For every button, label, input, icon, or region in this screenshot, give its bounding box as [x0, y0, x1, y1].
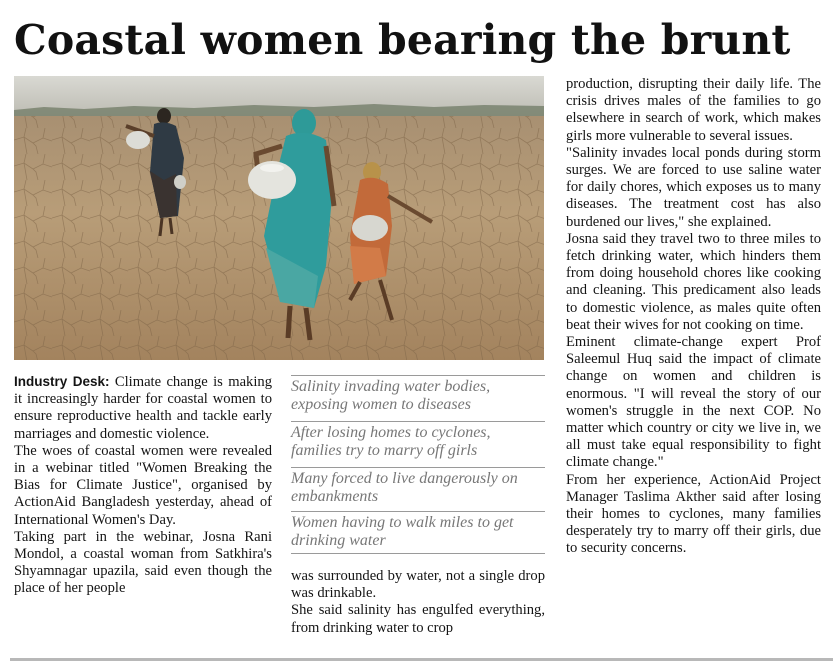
paragraph: Taking part in the webinar, Josna Rani Mondol, a coastal woman from Satkhira's Shyamnagar upazila, said even though the place of her people [14, 528, 272, 597]
news-photo [14, 76, 544, 360]
paragraph: From her experience, ActionAid Project Manager Taslima Akther said after losing their homes to cyclones, many families desperately try to marry off their girls, due to security concerns. [566, 471, 821, 557]
highlight-divider [291, 467, 545, 468]
highlight-divider [291, 553, 545, 554]
paragraph: Josna said they travel two to three miles to fetch drinking water, which hinders them from doing household chores like cooking and cleaning. This predicament also leads to domestic violence, as males quite often beat their wives for not cooking on time. [566, 230, 821, 333]
article-column-right [566, 76, 821, 558]
paragraph: The woes of coastal women were revealed in a webinar titled "Women Breaking the Bias for Climate Justice", organised by ActionAid Bangladesh yesterday, ahead of International Women's Day. [14, 442, 272, 528]
paragraph: Eminent climate-change expert Prof Saleemul Huq said the impact of climate change on women and children is enormous. "I will reveal the story of our women's struggle in the next COP. No matter which country or city we live in, we all must take equal responsibility to fight climate change." [566, 334, 821, 471]
paragraph-text: Climate change is making it increasingly harder for coastal women to ensure reproductive health and tackle early marriages and domestic violence. [14, 374, 273, 442]
highlight-item: After losing homes to cyclones, families try to marry off girls [291, 424, 491, 459]
paragraph: "Salinity invades local ponds during storm surges. We are forced to use saline water for daily chores, which exposes us to many diseases. The treatment cost has also burdened our lives," she explained. [566, 144, 821, 230]
paragraph: She said salinity has engulfed everything, from drinking water to crop [291, 602, 545, 636]
article-column-middle [291, 568, 545, 637]
byline: Industry Desk: [14, 374, 110, 389]
paragraph [14, 373, 272, 443]
highlights-box [291, 375, 545, 555]
highlight-divider [291, 511, 545, 512]
paragraph: was surrounded by water, not a single drop was drinkable. [291, 568, 545, 602]
page-bottom-rule [10, 658, 833, 661]
highlight-divider [291, 421, 545, 422]
headline: Coastal women bearing the brunt [14, 16, 791, 64]
highlight-item: Salinity invading water bodies, exposing women to diseases [291, 378, 491, 413]
article-column-left [14, 373, 272, 598]
highlight-item: Women having to walk miles to get drinking water [291, 514, 514, 549]
paragraph: production, disrupting their daily life. The crisis drives males of the families to go elsewhere in search of work, which makes girls more vulnerable to several issues. [566, 76, 821, 144]
highlight-divider [291, 375, 545, 376]
highlight-item: Many forced to live dangerously on embankments [291, 470, 518, 505]
